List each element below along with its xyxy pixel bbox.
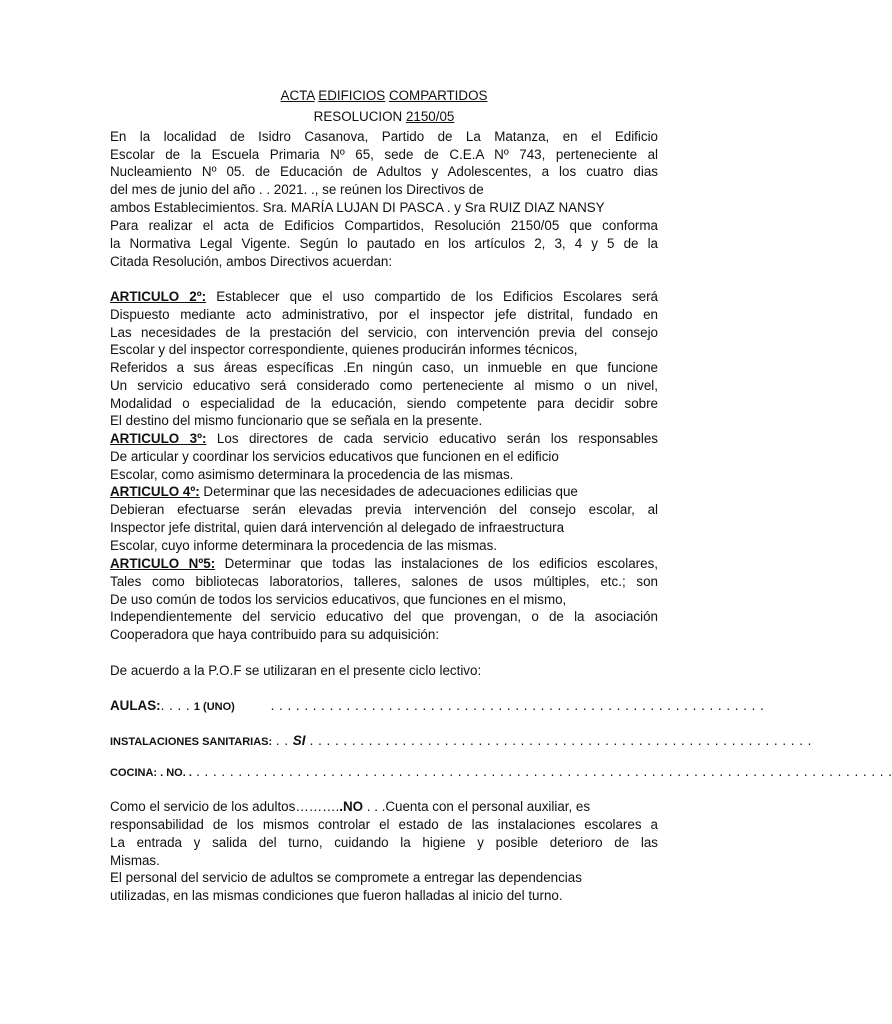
article-2-line: Un servicio educativo será considerado como perteneciente al mismo o un nivel, <box>110 378 658 393</box>
closing-commitment-line: El personal del servicio de adultos se compromete a entregar las dependencias <box>110 870 582 885</box>
intro-line: ambos Establecimientos. Sra. MARÍA LUJAN DI PASCA . y Sra RUIZ DIAZ NANSY <box>110 200 605 215</box>
article-2-text: Establecer que el uso compartido de los Edificios Escolares será <box>206 289 658 304</box>
article-4-line: Escolar, cuyo informe determinara la procedencia de las mismas. <box>110 538 498 553</box>
subtitle-number: 2150/05 <box>405 109 455 124</box>
article-4-label: ARTICULO 4º: <box>110 484 200 499</box>
article-3-label: ARTICULO 3º: <box>110 431 207 446</box>
closing-no: .NO <box>339 799 364 814</box>
article-2-line: Dispuesto mediante acto administrativo, por el inspector jefe distrital, fundado en <box>110 307 658 322</box>
aulas-label: AULAS: <box>110 698 161 713</box>
intro-line: En la localidad de Isidro Casanova, Partido de La Matanza, en el Edificio <box>110 129 658 144</box>
article-3-line: De articular y coordinar los servicios educativos que funcionen en el edificio <box>110 449 559 464</box>
intro-line: Para realizar el acta de Edificios Compartidos, Resolución 2150/05 que conforma <box>110 218 658 233</box>
article-4-line: Debieran efectuarse serán elevadas previa intervención del consejo escolar, al <box>110 502 658 517</box>
article-5-line: De uso común de todos los servicios educativos, que funciones en el mismo, <box>110 592 567 607</box>
title-word-compartidos: COMPARTIDOS <box>388 88 488 103</box>
cocina-label: COCINA: . NO. . <box>110 767 192 779</box>
cocina-dots: . . . . . . . . . . . . . . . . . . . . . . . . . . . . . . . . . . . . . . . . . . . . . . . . . . . . . . . . . . . . . . . . . . . . . . . . . . . . . . . . . . . <box>191 764 892 779</box>
article-2-line: Modalidad o especialidad de la educación, siendo competente para decidir sobre <box>110 396 658 411</box>
closing-first-line <box>110 798 658 816</box>
article-4-first-line <box>110 483 658 501</box>
cocina-field <box>110 763 892 782</box>
article-5-first-line <box>110 555 658 573</box>
intro-line: Escolar de la Escuela Primaria Nº 65, sede de C.E.A Nº 743, perteneciente al <box>110 147 658 162</box>
sanitarias-value: SI <box>292 733 306 748</box>
intro-line: Nucleamiento Nº 05. de Educación de Adultos y Adolescentes, a los cuatro dias <box>110 164 658 179</box>
article-3-first-line <box>110 430 658 448</box>
title-word-acta: ACTA <box>280 88 315 103</box>
article-4-text: Determinar que las necesidades de adecuaciones edilicias que <box>199 484 578 499</box>
article-2-line: Las necesidades de la prestación del servicio, con intervención previa del consejo <box>110 325 658 340</box>
closing-commitment-line: utilizadas, en las mismas condiciones que fueron halladas al inicio del turno. <box>110 888 563 903</box>
article-5-line: Tales como bibliotecas laboratorios, talleres, salones de usos múltiples, etc.; son <box>110 574 658 589</box>
article-2-line: El destino del mismo funcionario que se señala en la presente. <box>110 413 483 428</box>
title-word-edificios: EDIFICIOS <box>318 88 386 103</box>
sanitarias-dots: . . . . . . . . . . . . . . . . . . . . . . . . . . . . . . . . . . . . . . . . . . . . . . . . . . . . . . . . . . . . <box>305 733 812 748</box>
article-5-label: ARTICULO Nº5: <box>110 556 216 571</box>
article-5-text: Determinar que todas las instalaciones de los edificios escolares, <box>215 556 658 571</box>
article-2-line: Escolar y del inspector correspondiente, quienes producirán informes técnicos, <box>110 342 578 357</box>
subtitle-word-resolucion: RESOLUCION <box>313 109 403 124</box>
sanitarias-leader: . . <box>275 733 293 748</box>
article-5-line: Independientemente del servicio educativo del que provengan, o de la asociación <box>110 609 658 624</box>
intro-line: la Normativa Legal Vigente. Según lo pautado en los artículos 2, 3, 4 y 5 de la <box>110 236 658 251</box>
closing-dots: ………. <box>295 799 340 814</box>
document-title <box>0 87 768 105</box>
document-subtitle <box>0 108 768 126</box>
closing-line: responsabilidad de los mismos controlar el estado de las instalaciones escolares a <box>110 817 658 832</box>
article-4-line: Inspector jefe distrital, quien dará intervención al delegado de infraestructura <box>110 520 565 535</box>
closing-text-a: Como el servicio de los adultos <box>110 799 296 814</box>
aulas-dots: . . . . . . . . . . . . . . . . . . . . . . . . . . . . . . . . . . . . . . . . . . . . . . . . . . . . . . . . . . . <box>270 698 765 713</box>
closing-text-b: . . .Cuenta con el personal auxiliar, es <box>363 799 591 814</box>
sanitarias-field <box>110 732 812 751</box>
article-5-line: Cooperadora que haya contribuido para su adquisición: <box>110 627 440 642</box>
article-3-line: Escolar, como asimismo determinara la procedencia de las mismas. <box>110 467 514 482</box>
article-2-first-line <box>110 288 658 306</box>
sanitarias-label: INSTALACIONES SANITARIAS: <box>110 736 273 748</box>
aulas-leader: . . . . <box>160 698 191 713</box>
intro-line: del mes de junio del año . . 2021. ., se reúnen los Directivos de <box>110 182 484 197</box>
pof-statement: De acuerdo a la P.O.F se utilizaran en el presente ciclo lectivo: <box>110 663 482 678</box>
closing-line: La entrada y salida del turno, cuidando la higiene y posible deterioro de las <box>110 835 658 850</box>
intro-line: Citada Resolución, ambos Directivos acuerdan: <box>110 254 393 269</box>
article-2-line: Referidos a sus áreas específicas .En ningún caso, un inmueble en que funcione <box>110 360 658 375</box>
closing-line: Mismas. <box>110 853 160 868</box>
aulas-field <box>110 697 765 716</box>
article-2-label: ARTICULO 2º: <box>110 289 207 304</box>
article-3-text: Los directores de cada servicio educativo serán los responsables <box>206 431 658 446</box>
aulas-value: 1 (UNO) <box>193 701 235 713</box>
